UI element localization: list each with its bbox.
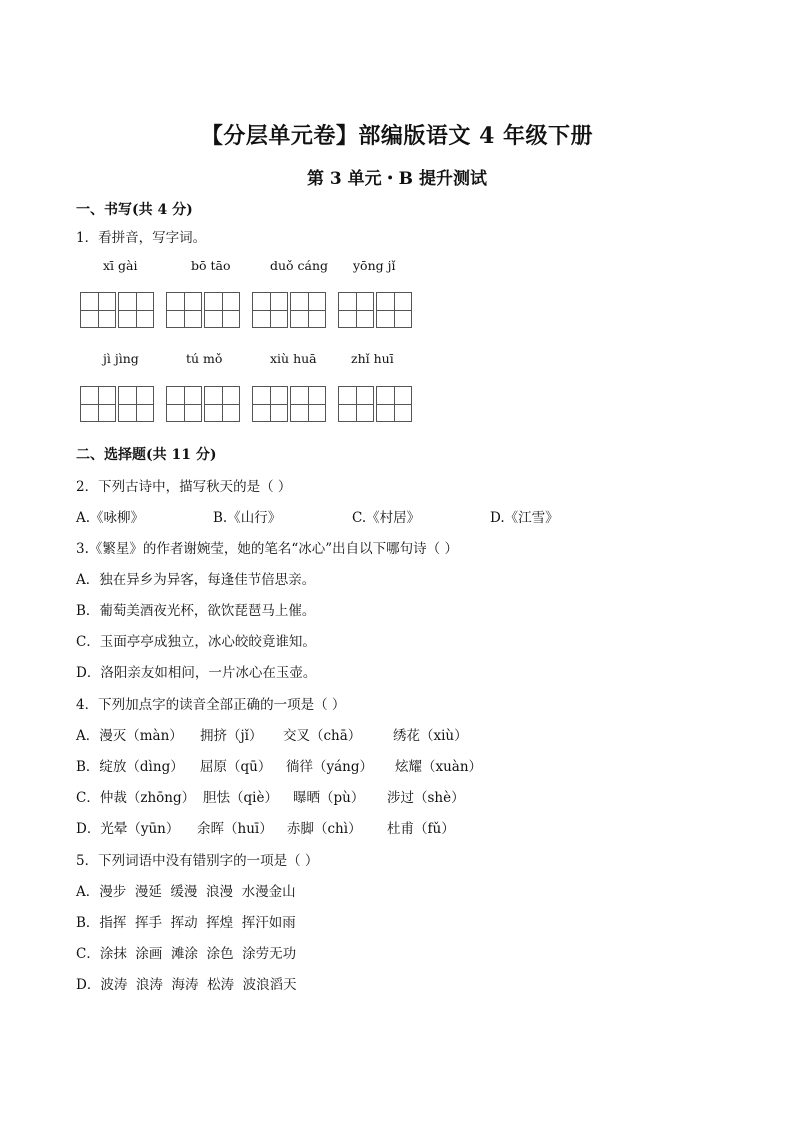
option-c[interactable]: C.《村居》	[352, 510, 421, 526]
page-subtitle: 第 3 单元・B 提升测试	[307, 169, 487, 189]
option-d[interactable]: D．洛阳亲友如相问，一片冰心在玉壶。	[76, 665, 317, 681]
question-3-stem: 3.《繁星》的作者谢婉莹，她的笔名“冰心”出自以下哪句诗（ ）	[76, 541, 458, 557]
writing-grid[interactable]	[80, 292, 156, 328]
option-b[interactable]: B.《山行》	[213, 510, 282, 526]
option-c-item: C．仲裁（zhōng）	[76, 790, 196, 806]
question-2-stem: 2．下列古诗中，描写秋天的是（ ）	[76, 479, 292, 495]
pinyin-label: bō tāo	[191, 258, 231, 273]
writing-grid[interactable]	[80, 386, 156, 422]
writing-grid[interactable]	[252, 292, 328, 328]
question-4-stem: 4．下列加点字的读音全部正确的一项是（ ）	[76, 697, 346, 713]
option-b-item: B．绽放（dìng）	[76, 759, 184, 775]
option-d-item: 赤脚（chì）	[287, 821, 362, 837]
pinyin-label: zhǐ huī	[351, 351, 394, 366]
option-a-item: 交叉（chā）	[283, 728, 362, 744]
pinyin-label: tú mǒ	[186, 351, 223, 366]
page-title: 【分层单元卷】部编版语文 4 年级下册	[200, 123, 594, 149]
option-c-item: 胆怯（qiè）	[203, 790, 278, 806]
pinyin-label: xiù huā	[270, 351, 317, 366]
option-d-item: D．光晕（yūn）	[76, 821, 180, 837]
option-a-item: A．漫灭（màn）	[76, 728, 183, 744]
option-a[interactable]: A．独在异乡为异客，每逢佳节倍思亲。	[76, 572, 316, 588]
question-5-stem: 5．下列词语中没有错别字的一项是（ ）	[76, 853, 319, 869]
option-a[interactable]: A．漫步 漫延 缓漫 浪漫 水漫金山	[76, 884, 296, 900]
option-c-item: 涉过（shè）	[387, 790, 465, 806]
option-c[interactable]: C．涂抹 涂画 滩涂 涂色 涂劳无功	[76, 946, 297, 962]
pinyin-label: duǒ cáng	[270, 258, 329, 273]
option-a-item: 绣花（xiù）	[393, 728, 468, 744]
pinyin-label: jì jìng	[103, 351, 139, 366]
option-d[interactable]: D.《江雪》	[490, 510, 559, 526]
option-b-item: 炫耀（xuàn）	[395, 759, 483, 775]
writing-grid[interactable]	[166, 386, 242, 422]
option-c-item: 曝晒（pù）	[293, 790, 365, 806]
option-b-item: 徜徉（yáng）	[286, 759, 374, 775]
writing-grid[interactable]	[166, 292, 242, 328]
option-d[interactable]: D．波涛 浪涛 海涛 松涛 波浪滔天	[76, 977, 297, 993]
question-1-stem: 1．看拼音，写字词。	[76, 230, 207, 246]
option-b-item: 屈原（qū）	[200, 759, 272, 775]
pinyin-label: yōng jǐ	[353, 258, 396, 273]
writing-grid[interactable]	[338, 292, 414, 328]
option-c[interactable]: C．玉面亭亭成独立，冰心皎皎竟谁知。	[76, 634, 316, 650]
section-heading-writing: 一、书写(共 4 分)	[76, 202, 193, 218]
option-b[interactable]: B．葡萄美酒夜光杯，欲饮琵琶马上催。	[76, 603, 316, 619]
writing-grid[interactable]	[338, 386, 414, 422]
section-heading-choice: 二、选择题(共 11 分)	[76, 447, 217, 463]
option-a[interactable]: A.《咏柳》	[76, 510, 145, 526]
option-d-item: 余晖（huī）	[197, 821, 273, 837]
option-a-item: 拥挤（jǐ）	[200, 728, 263, 744]
writing-grid[interactable]	[252, 386, 328, 422]
option-b[interactable]: B．指挥 挥手 挥动 挥煌 挥汗如雨	[76, 915, 296, 931]
pinyin-label: xī gài	[103, 258, 138, 273]
option-d-item: 杜甫（fǔ）	[387, 821, 455, 837]
